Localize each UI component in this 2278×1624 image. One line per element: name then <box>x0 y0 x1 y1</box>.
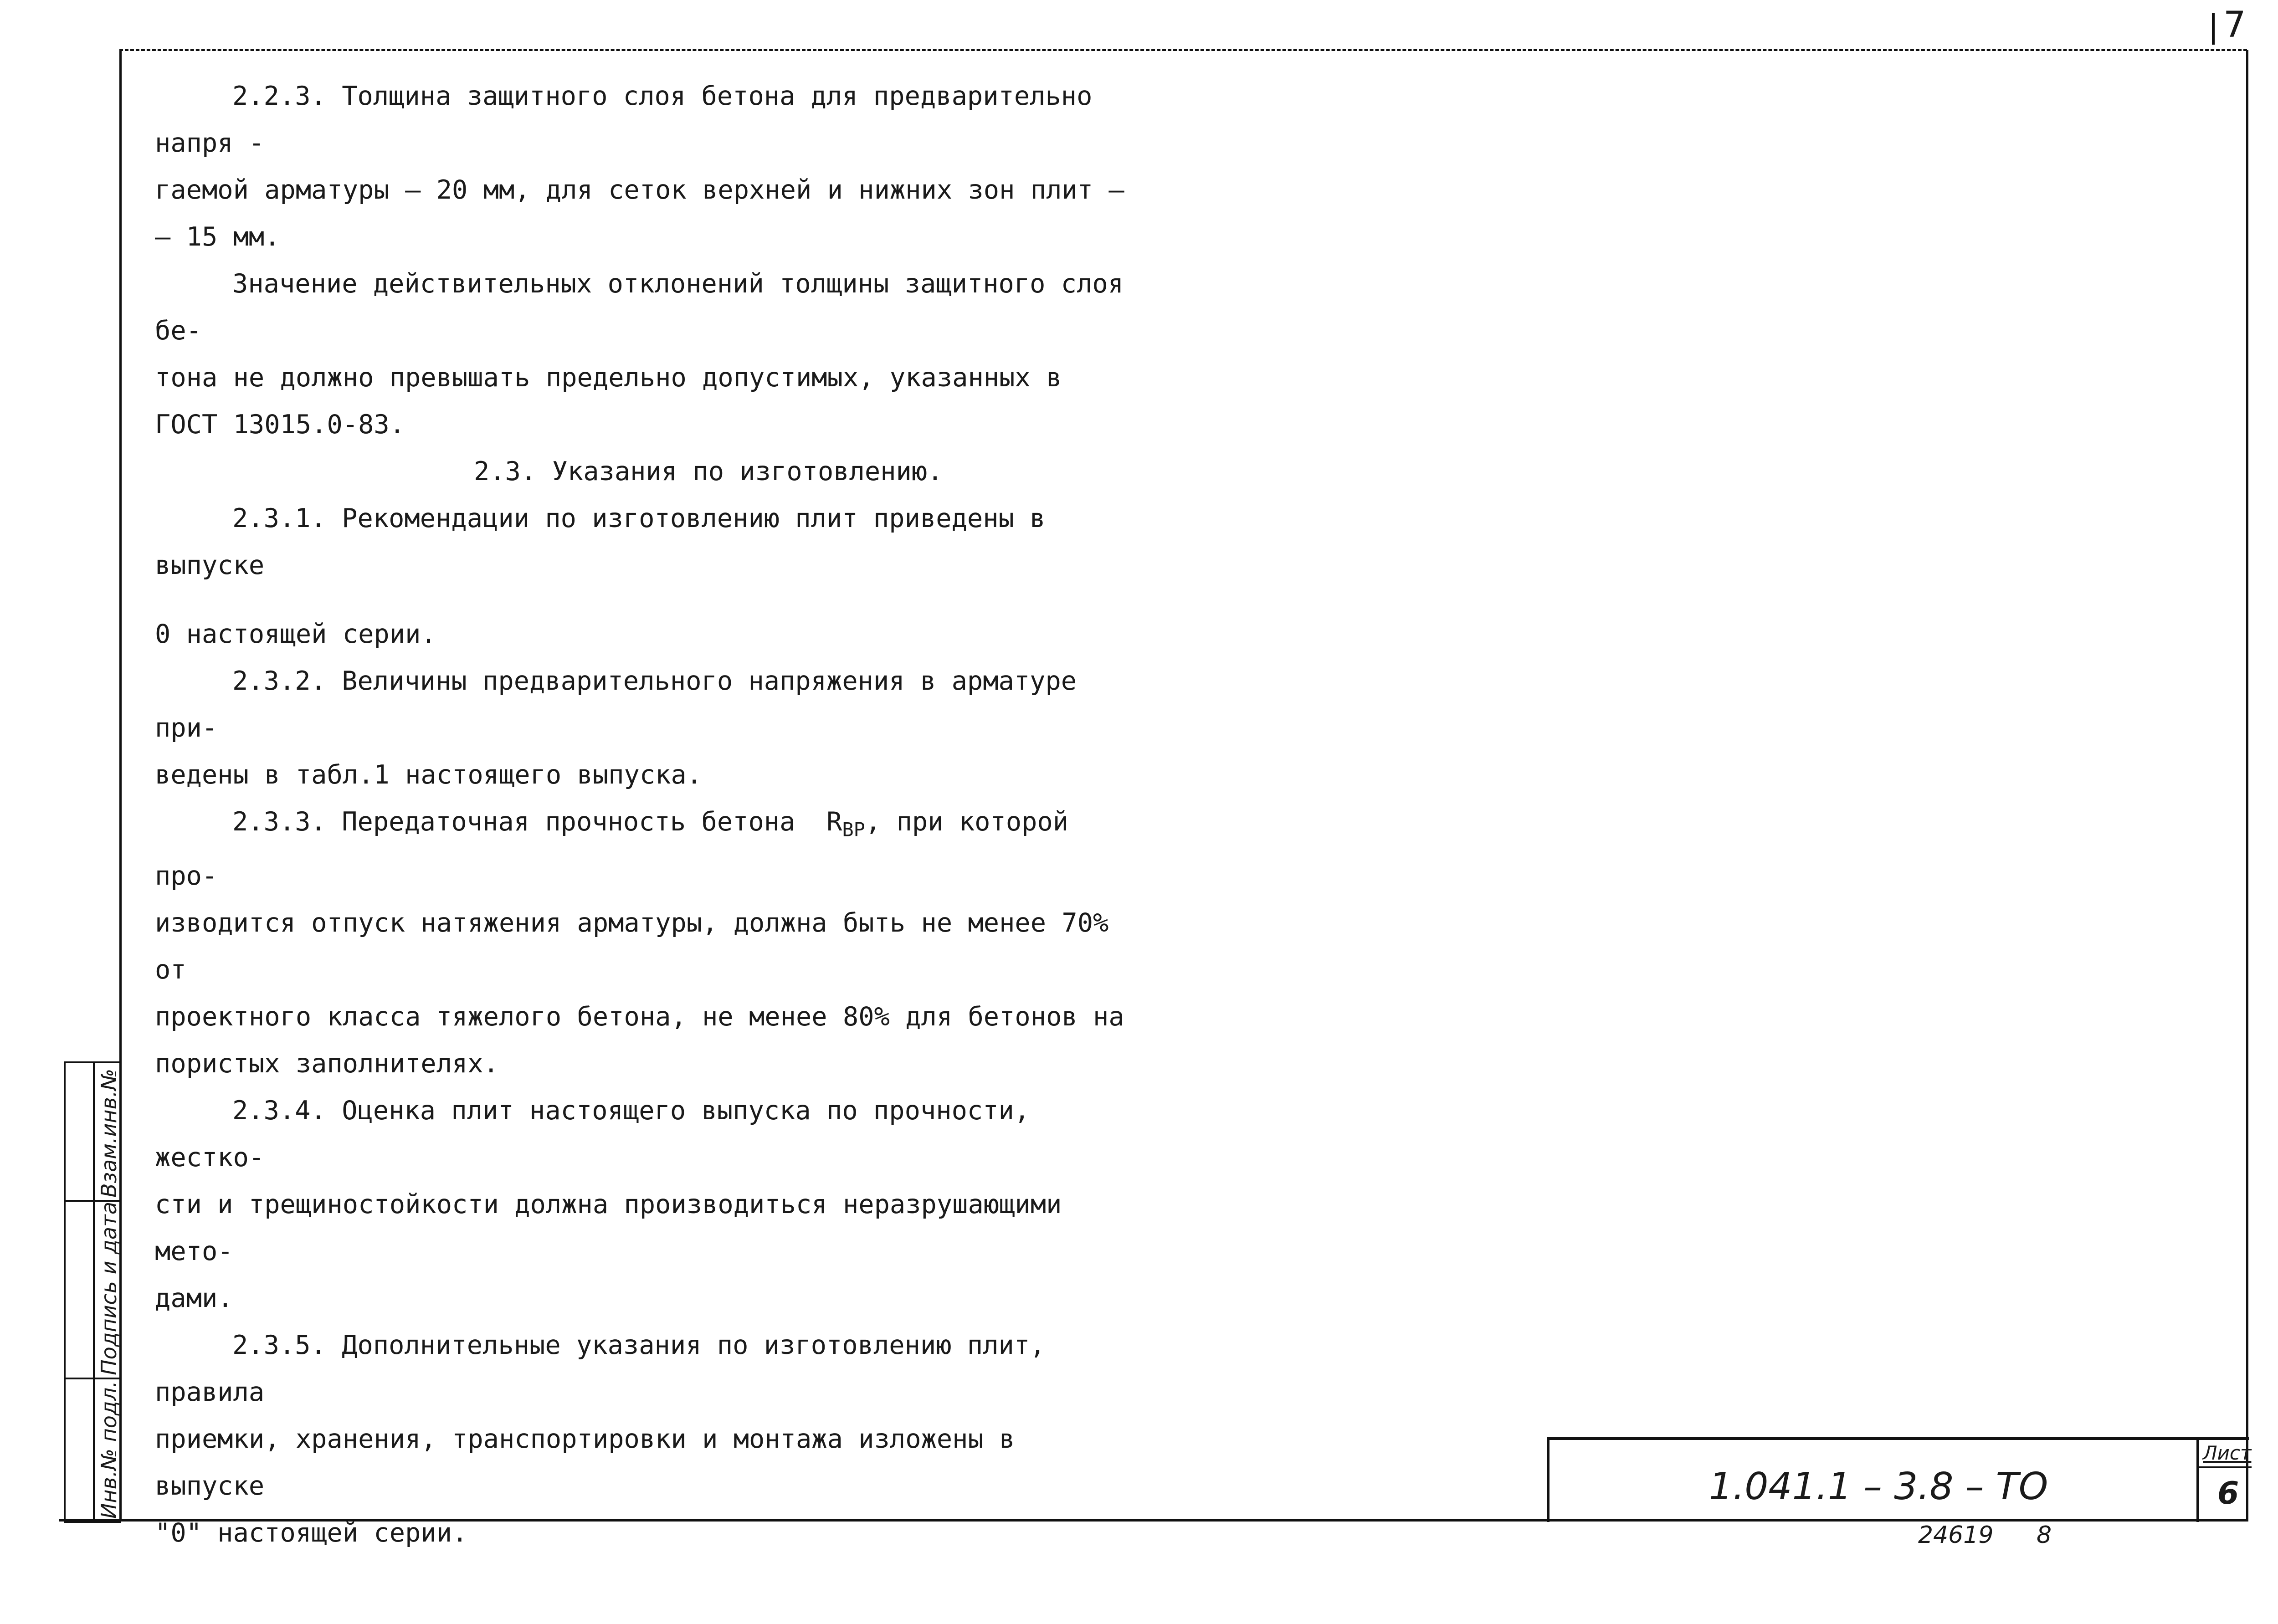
side-stamp <box>64 1061 121 1523</box>
paragraph-2-3-2: 2.3.2. Величины предварительного напряжения в арматуре при- ведены в табл.1 настоящего выпуска. <box>155 666 1077 790</box>
paragraph-2-3-3-start: 2.3.3. Передаточная прочность бетона <box>232 807 795 837</box>
stamp-label-inv-no: Инв.№ подл. <box>97 1381 121 1519</box>
paragraph-2-3-1-cont: 0 настоящей серии. <box>155 619 436 649</box>
sheet-divider <box>2199 1466 2252 1468</box>
sheet-cell <box>2196 1440 2252 1522</box>
document-code: 1.041.1 – 3.8 – ТО <box>1709 1465 2048 1508</box>
formula-subscript: BP <box>842 818 865 841</box>
paragraph-2-3-1: 2.3.1. Рекомендации по изготовлению плит приведены в выпуске <box>155 503 1061 580</box>
paragraph-2-3-3 <box>155 799 1130 1087</box>
paragraph-2-3-3-rest: , при которой про- изводится отпуск натяжения арматуры, должна быть не менее 70% от проектного класса тяжелого бетона, не менее 80% для бетонов на пористых заполнителях. <box>155 807 1124 1079</box>
formula-r: R <box>826 807 842 837</box>
spacer <box>155 589 1130 611</box>
stamp-column-divider <box>93 1063 95 1521</box>
frame-right-border <box>2246 50 2248 1522</box>
stamp-label-signature-date: Подпись и дата <box>97 1201 121 1375</box>
sheet-number: 6 <box>2217 1475 2239 1511</box>
frame-top-border <box>119 49 2247 51</box>
document-body <box>155 73 1130 1557</box>
section-heading-2-3: 2.3. Указания по изготовлению. <box>474 456 943 487</box>
stamp-cell-divider <box>66 1378 119 1379</box>
footer-format: 8 <box>2037 1522 2052 1549</box>
footer-archive-code: 24619 <box>1918 1522 1994 1549</box>
corner-tick <box>2212 13 2215 45</box>
stamp-label-replaced-inv: Взам.инв.№ <box>97 1068 121 1198</box>
page-number: 7 <box>2223 5 2246 46</box>
paragraph-2-3-4: 2.3.4. Оценка плит настоящего выпуска по прочности, жестко- сти и трещиностойкости должна производиться неразрушающими мето- дами. <box>155 1096 1062 1314</box>
sheet-label: Лист <box>2203 1442 2252 1464</box>
paragraph-2-2-3: 2.2.3. Толщина защитного слоя бетона для предварительно напря - гаемой арматуры – 20 мм, для сеток верхней и нижних зон плит – – 15 мм. <box>155 81 1124 252</box>
paragraph-2-3-5: 2.3.5. Дополнительные указания по изготовлению плит, правила приемки, хранения, транспортировки и монтажа изложены в выпуске "0" настоящей серии. <box>155 1330 1046 1548</box>
title-block <box>1547 1437 2252 1522</box>
paragraph-deviation: Значение действительных отклонений толщины защитного слоя бе- тона не должно превышать предельно допустимых, указанных в ГОСТ 13015.0-83. <box>155 269 1124 440</box>
